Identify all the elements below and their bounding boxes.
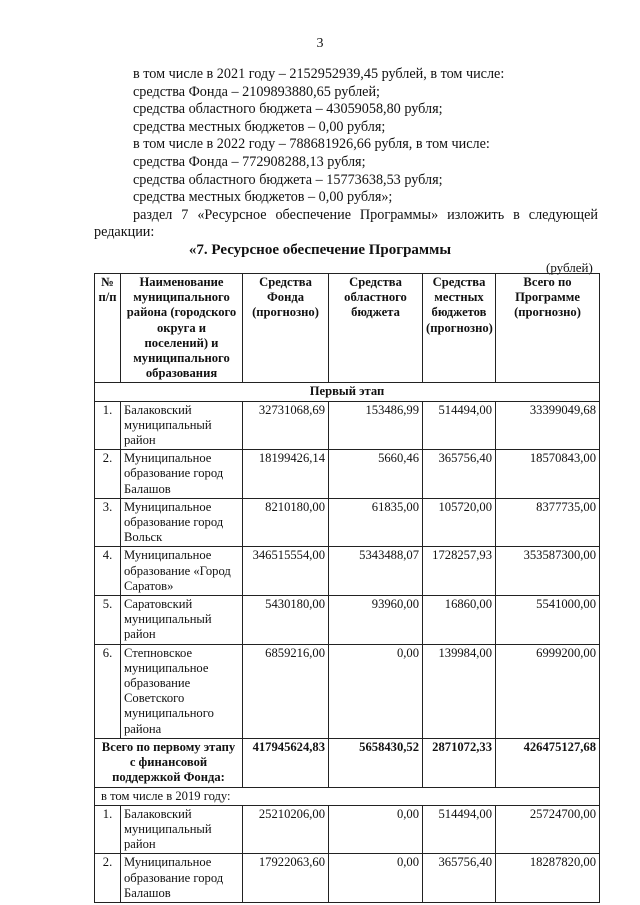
header-fund: Средства Фонда (прогнозно) bbox=[243, 274, 329, 383]
row-local: 514494,00 bbox=[423, 401, 496, 450]
row-local: 105720,00 bbox=[423, 498, 496, 547]
row-fund: 8210180,00 bbox=[243, 498, 329, 547]
intro-line: средства областного бюджета – 43059058,80 рубля; bbox=[133, 101, 443, 118]
intro-line: средства Фонда – 2109893880,65 рублей; bbox=[133, 83, 380, 100]
resource-table bbox=[94, 273, 600, 903]
row-number: 6. bbox=[95, 644, 121, 738]
row-name: Муниципальное образование город Балашов bbox=[121, 450, 243, 499]
intro-line: средства местных бюджетов – 0,00 рубля; bbox=[133, 118, 386, 135]
year-subheader-row bbox=[95, 787, 600, 805]
intro-line: средства областного бюджета – 15773638,53 рубля; bbox=[133, 171, 443, 188]
row-total: 353587300,00 bbox=[496, 547, 600, 596]
row-name: Муниципальное образование город Вольск bbox=[121, 498, 243, 547]
row-regional: 5343488,07 bbox=[329, 547, 423, 596]
row-number: 2. bbox=[95, 854, 121, 903]
header-name: Наименование муниципального района (городского округа и поселений) и муниципального образования bbox=[121, 274, 243, 383]
row-regional: 61835,00 bbox=[329, 498, 423, 547]
row-local: 365756,40 bbox=[423, 450, 496, 499]
row-total: 5541000,00 bbox=[496, 596, 600, 645]
row-total: 6999200,00 bbox=[496, 644, 600, 738]
row-name: Муниципальное образование «Город Саратов» bbox=[121, 547, 243, 596]
header-number: № п/п bbox=[95, 274, 121, 383]
row-number: 3. bbox=[95, 498, 121, 547]
row-name: Балаковский муниципальный район bbox=[121, 401, 243, 450]
row-name: Муниципальное образование город Балашов bbox=[121, 854, 243, 903]
row-local: 139984,00 bbox=[423, 644, 496, 738]
row-fund: 17922063,60 bbox=[243, 854, 329, 903]
intro-line: в том числе в 2021 году – 2152952939,45 рублей, в том числе: bbox=[133, 66, 505, 82]
row-number: 4. bbox=[95, 547, 121, 596]
row-total: 18570843,00 bbox=[496, 450, 600, 499]
row-total: 8377735,00 bbox=[496, 498, 600, 547]
row-regional: 153486,99 bbox=[329, 401, 423, 450]
row-local: 514494,00 bbox=[423, 805, 496, 854]
amendment-line-continued: редакции: bbox=[94, 224, 155, 241]
row-total: 25724700,00 bbox=[496, 805, 600, 854]
header-regional: Средства областного бюджета bbox=[329, 274, 423, 383]
row-fund: 32731068,69 bbox=[243, 401, 329, 450]
intro-line: средства местных бюджетов – 0,00 рубля»; bbox=[133, 189, 393, 206]
row-fund: 5430180,00 bbox=[243, 596, 329, 645]
row-local: 365756,40 bbox=[423, 854, 496, 903]
row-number: 1. bbox=[95, 401, 121, 450]
table-row bbox=[95, 401, 600, 450]
row-regional: 0,00 bbox=[329, 805, 423, 854]
units-label: (рублей) bbox=[546, 260, 593, 275]
row-name: Балаковский муниципальный район bbox=[121, 805, 243, 854]
table-row bbox=[95, 498, 600, 547]
total-label: Всего по первому этапу с финансовой поддержкой Фонда: bbox=[95, 738, 243, 787]
intro-line: средства Фонда – 772908288,13 рубля; bbox=[133, 153, 366, 170]
stage-label: Первый этап bbox=[95, 383, 600, 401]
header-local: Средства местных бюджетов (прогнозно) bbox=[423, 274, 496, 383]
row-number: 1. bbox=[95, 805, 121, 854]
row-local: 16860,00 bbox=[423, 596, 496, 645]
intro-text bbox=[94, 66, 598, 242]
table-row bbox=[95, 450, 600, 499]
row-fund: 346515554,00 bbox=[243, 547, 329, 596]
row-fund: 6859216,00 bbox=[243, 644, 329, 738]
table-row bbox=[95, 547, 600, 596]
row-fund: 18199426,14 bbox=[243, 450, 329, 499]
intro-line: в том числе в 2022 году – 788681926,66 рубля, в том числе: bbox=[133, 136, 490, 153]
stage-row bbox=[95, 383, 600, 401]
total-regional: 5658430,52 bbox=[329, 738, 423, 787]
table-row bbox=[95, 596, 600, 645]
year-label: в том числе в 2019 году: bbox=[95, 787, 600, 805]
row-local: 1728257,93 bbox=[423, 547, 496, 596]
section-title: «7. Ресурсное обеспечение Программы bbox=[188, 242, 452, 258]
row-regional: 0,00 bbox=[329, 854, 423, 903]
row-regional: 0,00 bbox=[329, 644, 423, 738]
row-name: Степновское муниципальное образование Советского муниципального района bbox=[121, 644, 243, 738]
total-row bbox=[95, 738, 600, 787]
table-header-row bbox=[95, 274, 600, 383]
row-number: 5. bbox=[95, 596, 121, 645]
row-regional: 93960,00 bbox=[329, 596, 423, 645]
total-fund: 417945624,83 bbox=[243, 738, 329, 787]
table-row bbox=[95, 854, 600, 903]
row-name: Саратовский муниципальный район bbox=[121, 596, 243, 645]
row-total: 18287820,00 bbox=[496, 854, 600, 903]
total-local: 2871072,33 bbox=[423, 738, 496, 787]
row-regional: 5660,46 bbox=[329, 450, 423, 499]
page-number: 3 bbox=[316, 36, 324, 51]
table-row bbox=[95, 805, 600, 854]
table-row bbox=[95, 644, 600, 738]
row-fund: 25210206,00 bbox=[243, 805, 329, 854]
row-number: 2. bbox=[95, 450, 121, 499]
row-total: 33399049,68 bbox=[496, 401, 600, 450]
total-total: 426475127,68 bbox=[496, 738, 600, 787]
amendment-line: раздел 7 «Ресурсное обеспечение Программы» изложить в следующей bbox=[133, 206, 598, 223]
header-total: Всего по Программе (прогнозно) bbox=[496, 274, 600, 383]
